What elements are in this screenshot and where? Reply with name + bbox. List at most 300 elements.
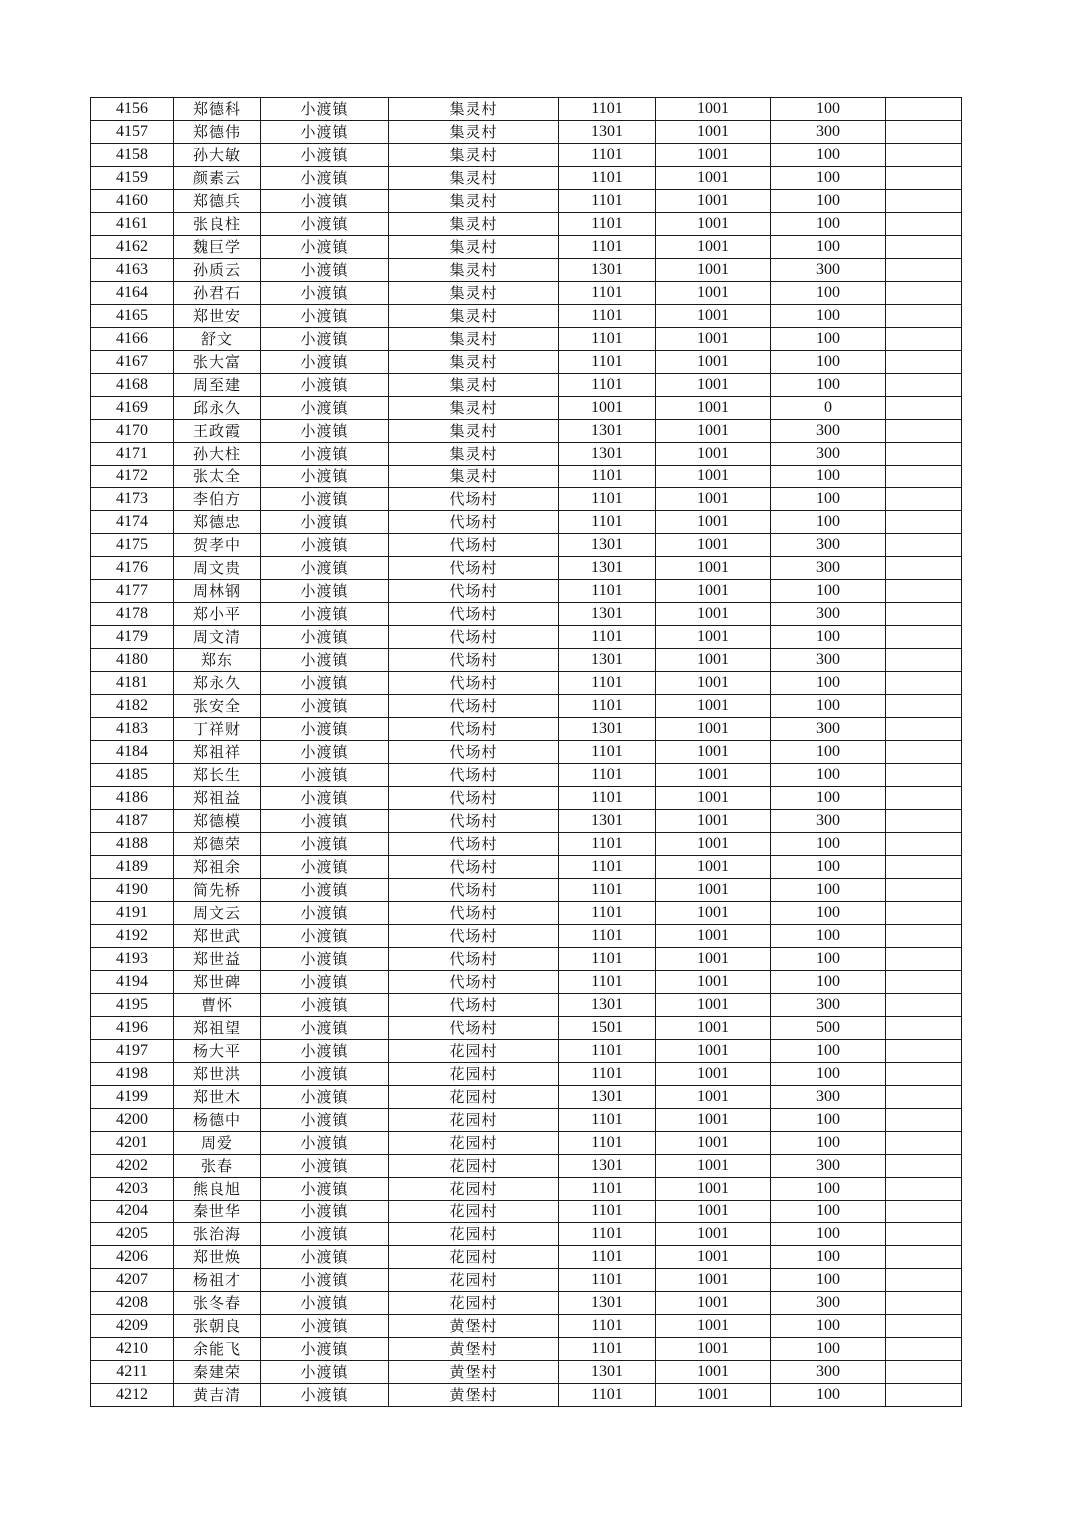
town-cell: 小渡镇: [261, 396, 389, 419]
amount-cell: 300: [771, 718, 886, 741]
table-row: [91, 1108, 962, 1131]
amount-cell: 100: [771, 1131, 886, 1154]
town-cell: 小渡镇: [261, 1177, 389, 1200]
code-b-cell: 1001: [656, 143, 771, 166]
village-cell: 代场村: [389, 741, 559, 764]
amount-cell: 100: [771, 901, 886, 924]
table-row: [91, 143, 962, 166]
remark-cell: [886, 947, 962, 970]
town-cell: 小渡镇: [261, 511, 389, 534]
row-id-cell: 4184: [91, 741, 174, 764]
code-b-cell: 1001: [656, 350, 771, 373]
remark-cell: [886, 1361, 962, 1384]
name-cell: 郑东: [174, 649, 261, 672]
name-cell: 郑德伟: [174, 120, 261, 143]
row-id-cell: 4170: [91, 419, 174, 442]
village-cell: 黄堡村: [389, 1338, 559, 1361]
code-b-cell: 1001: [656, 419, 771, 442]
name-cell: 曹怀: [174, 993, 261, 1016]
table-row: [91, 649, 962, 672]
code-a-cell: 1001: [559, 396, 656, 419]
row-id-cell: 4164: [91, 281, 174, 304]
name-cell: 孙大敏: [174, 143, 261, 166]
amount-cell: 100: [771, 373, 886, 396]
row-id-cell: 4212: [91, 1384, 174, 1407]
town-cell: 小渡镇: [261, 1384, 389, 1407]
code-a-cell: 1101: [559, 764, 656, 787]
row-id-cell: 4209: [91, 1315, 174, 1338]
code-a-cell: 1101: [559, 98, 656, 121]
table-row: [91, 304, 962, 327]
amount-cell: 100: [771, 327, 886, 350]
table-row: [91, 1177, 962, 1200]
remark-cell: [886, 212, 962, 235]
code-a-cell: 1301: [559, 1085, 656, 1108]
name-cell: 邱永久: [174, 396, 261, 419]
village-cell: 集灵村: [389, 258, 559, 281]
code-b-cell: 1001: [656, 1085, 771, 1108]
town-cell: 小渡镇: [261, 419, 389, 442]
code-a-cell: 1301: [559, 419, 656, 442]
code-b-cell: 1001: [656, 1269, 771, 1292]
amount-cell: 100: [771, 212, 886, 235]
table-row: [91, 442, 962, 465]
row-id-cell: 4174: [91, 511, 174, 534]
amount-cell: 300: [771, 1361, 886, 1384]
row-id-cell: 4180: [91, 649, 174, 672]
amount-cell: 100: [771, 1223, 886, 1246]
table-row: [91, 718, 962, 741]
name-cell: 李伯方: [174, 488, 261, 511]
town-cell: 小渡镇: [261, 855, 389, 878]
amount-cell: 100: [771, 511, 886, 534]
name-cell: 张朝良: [174, 1315, 261, 1338]
name-cell: 黄吉清: [174, 1384, 261, 1407]
code-a-cell: 1301: [559, 534, 656, 557]
town-cell: 小渡镇: [261, 1062, 389, 1085]
code-b-cell: 1001: [656, 787, 771, 810]
remark-cell: [886, 488, 962, 511]
amount-cell: 100: [771, 1108, 886, 1131]
code-a-cell: 1301: [559, 1292, 656, 1315]
table-row: [91, 1269, 962, 1292]
code-a-cell: 1101: [559, 580, 656, 603]
code-a-cell: 1301: [559, 1361, 656, 1384]
village-cell: 花园村: [389, 1223, 559, 1246]
village-cell: 代场村: [389, 810, 559, 833]
town-cell: 小渡镇: [261, 878, 389, 901]
amount-cell: 500: [771, 1016, 886, 1039]
code-b-cell: 1001: [656, 741, 771, 764]
code-a-cell: 1101: [559, 212, 656, 235]
remark-cell: [886, 1338, 962, 1361]
remark-cell: [886, 166, 962, 189]
name-cell: 周至建: [174, 373, 261, 396]
remark-cell: [886, 557, 962, 580]
row-id-cell: 4187: [91, 810, 174, 833]
village-cell: 集灵村: [389, 235, 559, 258]
table-row: [91, 1062, 962, 1085]
village-cell: 集灵村: [389, 120, 559, 143]
amount-cell: 300: [771, 442, 886, 465]
amount-cell: 100: [771, 1246, 886, 1269]
code-b-cell: 1001: [656, 1200, 771, 1223]
code-b-cell: 1001: [656, 1062, 771, 1085]
village-cell: 集灵村: [389, 442, 559, 465]
town-cell: 小渡镇: [261, 649, 389, 672]
village-cell: 黄堡村: [389, 1315, 559, 1338]
town-cell: 小渡镇: [261, 442, 389, 465]
row-id-cell: 4210: [91, 1338, 174, 1361]
code-b-cell: 1001: [656, 833, 771, 856]
village-cell: 代场村: [389, 993, 559, 1016]
code-a-cell: 1101: [559, 1338, 656, 1361]
town-cell: 小渡镇: [261, 281, 389, 304]
row-id-cell: 4166: [91, 327, 174, 350]
town-cell: 小渡镇: [261, 350, 389, 373]
remark-cell: [886, 924, 962, 947]
code-b-cell: 1001: [656, 1361, 771, 1384]
amount-cell: 300: [771, 557, 886, 580]
name-cell: 张安全: [174, 695, 261, 718]
code-b-cell: 1001: [656, 511, 771, 534]
amount-cell: 100: [771, 878, 886, 901]
remark-cell: [886, 258, 962, 281]
town-cell: 小渡镇: [261, 534, 389, 557]
table-row: [91, 1315, 962, 1338]
code-a-cell: 1101: [559, 373, 656, 396]
name-cell: 秦世华: [174, 1200, 261, 1223]
code-a-cell: 1101: [559, 327, 656, 350]
code-b-cell: 1001: [656, 465, 771, 488]
town-cell: 小渡镇: [261, 741, 389, 764]
village-cell: 花园村: [389, 1039, 559, 1062]
town-cell: 小渡镇: [261, 580, 389, 603]
remark-cell: [886, 1062, 962, 1085]
code-b-cell: 1001: [656, 580, 771, 603]
data-table: [90, 97, 962, 1407]
amount-cell: 300: [771, 258, 886, 281]
name-cell: 杨大平: [174, 1039, 261, 1062]
remark-cell: [886, 764, 962, 787]
table-row: [91, 810, 962, 833]
remark-cell: [886, 901, 962, 924]
row-id-cell: 4207: [91, 1269, 174, 1292]
table-row: [91, 1338, 962, 1361]
remark-cell: [886, 672, 962, 695]
code-a-cell: 1101: [559, 787, 656, 810]
name-cell: 周爱: [174, 1131, 261, 1154]
code-b-cell: 1001: [656, 557, 771, 580]
table-row: [91, 557, 962, 580]
name-cell: 郑德荣: [174, 833, 261, 856]
table-row: [91, 1016, 962, 1039]
code-b-cell: 1001: [656, 855, 771, 878]
amount-cell: 300: [771, 419, 886, 442]
table-row: [91, 166, 962, 189]
village-cell: 花园村: [389, 1154, 559, 1177]
code-b-cell: 1001: [656, 1315, 771, 1338]
code-b-cell: 1001: [656, 534, 771, 557]
name-cell: 颜素云: [174, 166, 261, 189]
village-cell: 代场村: [389, 833, 559, 856]
code-b-cell: 1001: [656, 1292, 771, 1315]
code-a-cell: 1101: [559, 878, 656, 901]
amount-cell: 100: [771, 741, 886, 764]
village-cell: 集灵村: [389, 189, 559, 212]
amount-cell: 300: [771, 120, 886, 143]
amount-cell: 100: [771, 1039, 886, 1062]
code-a-cell: 1501: [559, 1016, 656, 1039]
table-row: [91, 1292, 962, 1315]
row-id-cell: 4185: [91, 764, 174, 787]
code-a-cell: 1101: [559, 1039, 656, 1062]
remark-cell: [886, 350, 962, 373]
code-a-cell: 1101: [559, 1315, 656, 1338]
village-cell: 代场村: [389, 557, 559, 580]
amount-cell: 300: [771, 810, 886, 833]
row-id-cell: 4159: [91, 166, 174, 189]
name-cell: 郑永久: [174, 672, 261, 695]
table-row: [91, 98, 962, 121]
village-cell: 代场村: [389, 764, 559, 787]
code-a-cell: 1101: [559, 833, 656, 856]
village-cell: 集灵村: [389, 396, 559, 419]
name-cell: 郑祖祥: [174, 741, 261, 764]
remark-cell: [886, 855, 962, 878]
table-row: [91, 603, 962, 626]
name-cell: 熊良旭: [174, 1177, 261, 1200]
amount-cell: 100: [771, 833, 886, 856]
table-row: [91, 281, 962, 304]
row-id-cell: 4156: [91, 98, 174, 121]
name-cell: 孙君石: [174, 281, 261, 304]
row-id-cell: 4186: [91, 787, 174, 810]
amount-cell: 300: [771, 993, 886, 1016]
row-id-cell: 4192: [91, 924, 174, 947]
table-row: [91, 1154, 962, 1177]
name-cell: 周文云: [174, 901, 261, 924]
name-cell: 郑世洪: [174, 1062, 261, 1085]
code-b-cell: 1001: [656, 1338, 771, 1361]
table-row: [91, 327, 962, 350]
town-cell: 小渡镇: [261, 718, 389, 741]
code-a-cell: 1301: [559, 810, 656, 833]
town-cell: 小渡镇: [261, 189, 389, 212]
name-cell: 简先桥: [174, 878, 261, 901]
code-a-cell: 1301: [559, 120, 656, 143]
remark-cell: [886, 511, 962, 534]
code-b-cell: 1001: [656, 947, 771, 970]
amount-cell: 100: [771, 695, 886, 718]
town-cell: 小渡镇: [261, 1292, 389, 1315]
code-a-cell: 1101: [559, 970, 656, 993]
code-b-cell: 1001: [656, 695, 771, 718]
row-id-cell: 4196: [91, 1016, 174, 1039]
amount-cell: 300: [771, 1085, 886, 1108]
name-cell: 孙质云: [174, 258, 261, 281]
name-cell: 郑祖望: [174, 1016, 261, 1039]
remark-cell: [886, 534, 962, 557]
row-id-cell: 4202: [91, 1154, 174, 1177]
code-a-cell: 1101: [559, 235, 656, 258]
village-cell: 花园村: [389, 1292, 559, 1315]
code-a-cell: 1101: [559, 488, 656, 511]
table-row: [91, 901, 962, 924]
name-cell: 郑德模: [174, 810, 261, 833]
code-a-cell: 1301: [559, 649, 656, 672]
remark-cell: [886, 465, 962, 488]
row-id-cell: 4165: [91, 304, 174, 327]
table-row: [91, 833, 962, 856]
row-id-cell: 4211: [91, 1361, 174, 1384]
remark-cell: [886, 878, 962, 901]
village-cell: 代场村: [389, 534, 559, 557]
amount-cell: 100: [771, 281, 886, 304]
code-a-cell: 1101: [559, 626, 656, 649]
table-row: [91, 534, 962, 557]
code-b-cell: 1001: [656, 258, 771, 281]
town-cell: 小渡镇: [261, 993, 389, 1016]
town-cell: 小渡镇: [261, 1200, 389, 1223]
name-cell: 孙大柱: [174, 442, 261, 465]
table-row: [91, 511, 962, 534]
amount-cell: 300: [771, 1154, 886, 1177]
code-a-cell: 1101: [559, 511, 656, 534]
row-id-cell: 4178: [91, 603, 174, 626]
town-cell: 小渡镇: [261, 1361, 389, 1384]
remark-cell: [886, 327, 962, 350]
amount-cell: 100: [771, 304, 886, 327]
code-a-cell: 1301: [559, 557, 656, 580]
town-cell: 小渡镇: [261, 235, 389, 258]
town-cell: 小渡镇: [261, 1016, 389, 1039]
code-b-cell: 1001: [656, 878, 771, 901]
row-id-cell: 4191: [91, 901, 174, 924]
village-cell: 花园村: [389, 1269, 559, 1292]
name-cell: 郑长生: [174, 764, 261, 787]
village-cell: 代场村: [389, 878, 559, 901]
code-a-cell: 1101: [559, 143, 656, 166]
remark-cell: [886, 993, 962, 1016]
row-id-cell: 4175: [91, 534, 174, 557]
village-cell: 集灵村: [389, 212, 559, 235]
code-b-cell: 1001: [656, 649, 771, 672]
row-id-cell: 4188: [91, 833, 174, 856]
row-id-cell: 4182: [91, 695, 174, 718]
village-cell: 代场村: [389, 626, 559, 649]
code-a-cell: 1101: [559, 695, 656, 718]
row-id-cell: 4167: [91, 350, 174, 373]
amount-cell: 100: [771, 672, 886, 695]
amount-cell: 100: [771, 970, 886, 993]
remark-cell: [886, 1085, 962, 1108]
remark-cell: [886, 419, 962, 442]
name-cell: 张良柱: [174, 212, 261, 235]
row-id-cell: 4172: [91, 465, 174, 488]
row-id-cell: 4183: [91, 718, 174, 741]
amount-cell: 100: [771, 189, 886, 212]
remark-cell: [886, 787, 962, 810]
code-a-cell: 1301: [559, 442, 656, 465]
name-cell: 周林钢: [174, 580, 261, 603]
remark-cell: [886, 970, 962, 993]
code-b-cell: 1001: [656, 1177, 771, 1200]
row-id-cell: 4201: [91, 1131, 174, 1154]
table-row: [91, 212, 962, 235]
code-a-cell: 1101: [559, 281, 656, 304]
remark-cell: [886, 1292, 962, 1315]
village-cell: 黄堡村: [389, 1384, 559, 1407]
remark-cell: [886, 741, 962, 764]
village-cell: 集灵村: [389, 350, 559, 373]
name-cell: 周文贵: [174, 557, 261, 580]
town-cell: 小渡镇: [261, 143, 389, 166]
table-row: [91, 488, 962, 511]
remark-cell: [886, 1154, 962, 1177]
table-body: [91, 98, 962, 1407]
row-id-cell: 4190: [91, 878, 174, 901]
town-cell: 小渡镇: [261, 924, 389, 947]
name-cell: 魏巨学: [174, 235, 261, 258]
amount-cell: 100: [771, 1200, 886, 1223]
village-cell: 代场村: [389, 649, 559, 672]
remark-cell: [886, 580, 962, 603]
code-b-cell: 1001: [656, 1016, 771, 1039]
name-cell: 郑祖益: [174, 787, 261, 810]
amount-cell: 100: [771, 924, 886, 947]
remark-cell: [886, 1039, 962, 1062]
code-b-cell: 1001: [656, 603, 771, 626]
town-cell: 小渡镇: [261, 1131, 389, 1154]
village-cell: 代场村: [389, 970, 559, 993]
code-a-cell: 1101: [559, 1108, 656, 1131]
amount-cell: 100: [771, 1384, 886, 1407]
town-cell: 小渡镇: [261, 603, 389, 626]
name-cell: 秦建荣: [174, 1361, 261, 1384]
name-cell: 王政霞: [174, 419, 261, 442]
name-cell: 郑小平: [174, 603, 261, 626]
amount-cell: 100: [771, 1177, 886, 1200]
code-a-cell: 1101: [559, 1062, 656, 1085]
remark-cell: [886, 1131, 962, 1154]
village-cell: 集灵村: [389, 465, 559, 488]
table-row: [91, 695, 962, 718]
row-id-cell: 4203: [91, 1177, 174, 1200]
village-cell: 花园村: [389, 1108, 559, 1131]
town-cell: 小渡镇: [261, 557, 389, 580]
town-cell: 小渡镇: [261, 901, 389, 924]
row-id-cell: 4199: [91, 1085, 174, 1108]
name-cell: 舒文: [174, 327, 261, 350]
remark-cell: [886, 1108, 962, 1131]
code-b-cell: 1001: [656, 718, 771, 741]
row-id-cell: 4198: [91, 1062, 174, 1085]
town-cell: 小渡镇: [261, 1246, 389, 1269]
code-b-cell: 1001: [656, 810, 771, 833]
amount-cell: 100: [771, 1062, 886, 1085]
row-id-cell: 4179: [91, 626, 174, 649]
town-cell: 小渡镇: [261, 166, 389, 189]
remark-cell: [886, 810, 962, 833]
town-cell: 小渡镇: [261, 327, 389, 350]
code-a-cell: 1301: [559, 993, 656, 1016]
town-cell: 小渡镇: [261, 810, 389, 833]
village-cell: 集灵村: [389, 166, 559, 189]
village-cell: 集灵村: [389, 327, 559, 350]
code-b-cell: 1001: [656, 189, 771, 212]
row-id-cell: 4195: [91, 993, 174, 1016]
